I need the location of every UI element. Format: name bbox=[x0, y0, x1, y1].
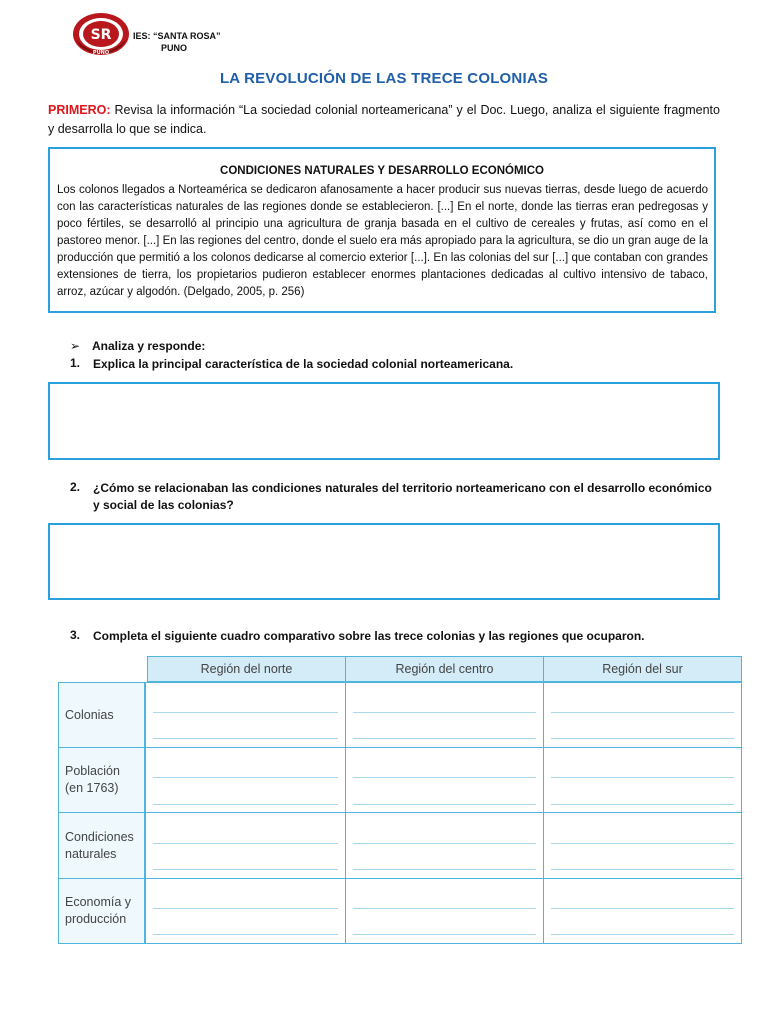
table-cell[interactable] bbox=[345, 682, 544, 748]
questions-heading-text: Analiza y responde: bbox=[92, 339, 206, 353]
table-cell[interactable] bbox=[543, 878, 742, 944]
row-label-colonias: Colonias bbox=[58, 682, 145, 748]
table-cell[interactable] bbox=[345, 812, 544, 879]
school-line-1: IES: “SANTA ROSA” bbox=[133, 31, 221, 41]
reading-body: Los colonos llegados a Norteamérica se dedicaron afanosamente a hacer producir sus nuevas tierras, desde luego de acuerdo con las características naturales de las regiones donde se establecieron. [...] En el norte, donde las tierras eran pedregosas y poco fértiles, se desarrolló al principio una agricultura de granja basada en el cultivo de cereales y frutas, así como en el pastoreo menor. [...] En las regiones del centro, donde el suelo era más apropiado para la agricultura, se dio un gran auge de la producción que permitió a los colonos dedicarse al comercio exterior [...]. En las colonias del sur [...] que contaban con grandes extensiones de tierra, los propietarios pudieron establecer enormes plantaciones dedicadas al cultivo intensivo de tabaco, arroz, azúcar y algodón. (Delgado, 2005, p. 256) bbox=[57, 184, 708, 298]
table-cell[interactable] bbox=[345, 878, 544, 944]
reading-box bbox=[48, 147, 716, 313]
column-header-centro: Región del centro bbox=[345, 656, 544, 682]
question-1-text: Explica la principal característica de la sociedad colonial norteamericana. bbox=[93, 357, 514, 371]
table-cell[interactable] bbox=[543, 812, 742, 879]
table-cell[interactable] bbox=[345, 747, 544, 813]
school-logo bbox=[70, 10, 132, 62]
row-label-poblacion: Población (en 1763) bbox=[58, 747, 145, 813]
table-cell[interactable] bbox=[145, 682, 346, 748]
page-title: LA REVOLUCIÓN DE LAS TRECE COLONIAS bbox=[219, 70, 549, 87]
table-cell[interactable] bbox=[145, 747, 346, 813]
table-cell[interactable] bbox=[543, 682, 742, 748]
school-line-2: PUNO bbox=[161, 43, 188, 53]
column-header-norte: Región del norte bbox=[147, 656, 346, 682]
intro-lead: PRIMERO: bbox=[48, 103, 111, 117]
question-3-text: Completa el siguiente cuadro comparativo sobre las trece colonias y las regiones que ocuparon. bbox=[93, 629, 645, 643]
row-label-condiciones: Condiciones naturales bbox=[58, 812, 145, 879]
logo-letters: SR bbox=[90, 27, 112, 43]
intro-paragraph bbox=[48, 101, 720, 139]
logo-ribbon: PUNO bbox=[92, 50, 110, 56]
table-cell[interactable] bbox=[543, 747, 742, 813]
school-name bbox=[133, 30, 221, 54]
comparison-table bbox=[58, 656, 742, 944]
question-1-number: 1. bbox=[70, 356, 81, 370]
answer-box-1[interactable] bbox=[48, 382, 720, 460]
row-label-economia: Economía y producción bbox=[58, 878, 145, 944]
table-cell[interactable] bbox=[145, 878, 346, 944]
answer-box-2[interactable] bbox=[48, 523, 720, 600]
table-cell[interactable] bbox=[145, 812, 346, 879]
question-2-text: ¿Cómo se relacionaban las condiciones naturales del territorio norteamericano con el desarrollo económico y social de las colonias? bbox=[93, 481, 712, 512]
questions-heading bbox=[70, 338, 205, 355]
column-header-sur: Región del sur bbox=[543, 656, 742, 682]
intro-text: Revisa la información “La sociedad colonial norteamericana” y el Doc. Luego, analiza el siguiente fragmento y desarrolla lo que se indica. bbox=[48, 103, 720, 136]
question-3-number: 3. bbox=[70, 628, 81, 642]
arrow-bullet-icon: ➢ bbox=[70, 339, 81, 353]
question-2-number: 2. bbox=[70, 480, 81, 494]
reading-title: CONDICIONES NATURALES Y DESARROLLO ECONÓMICO bbox=[220, 165, 544, 177]
